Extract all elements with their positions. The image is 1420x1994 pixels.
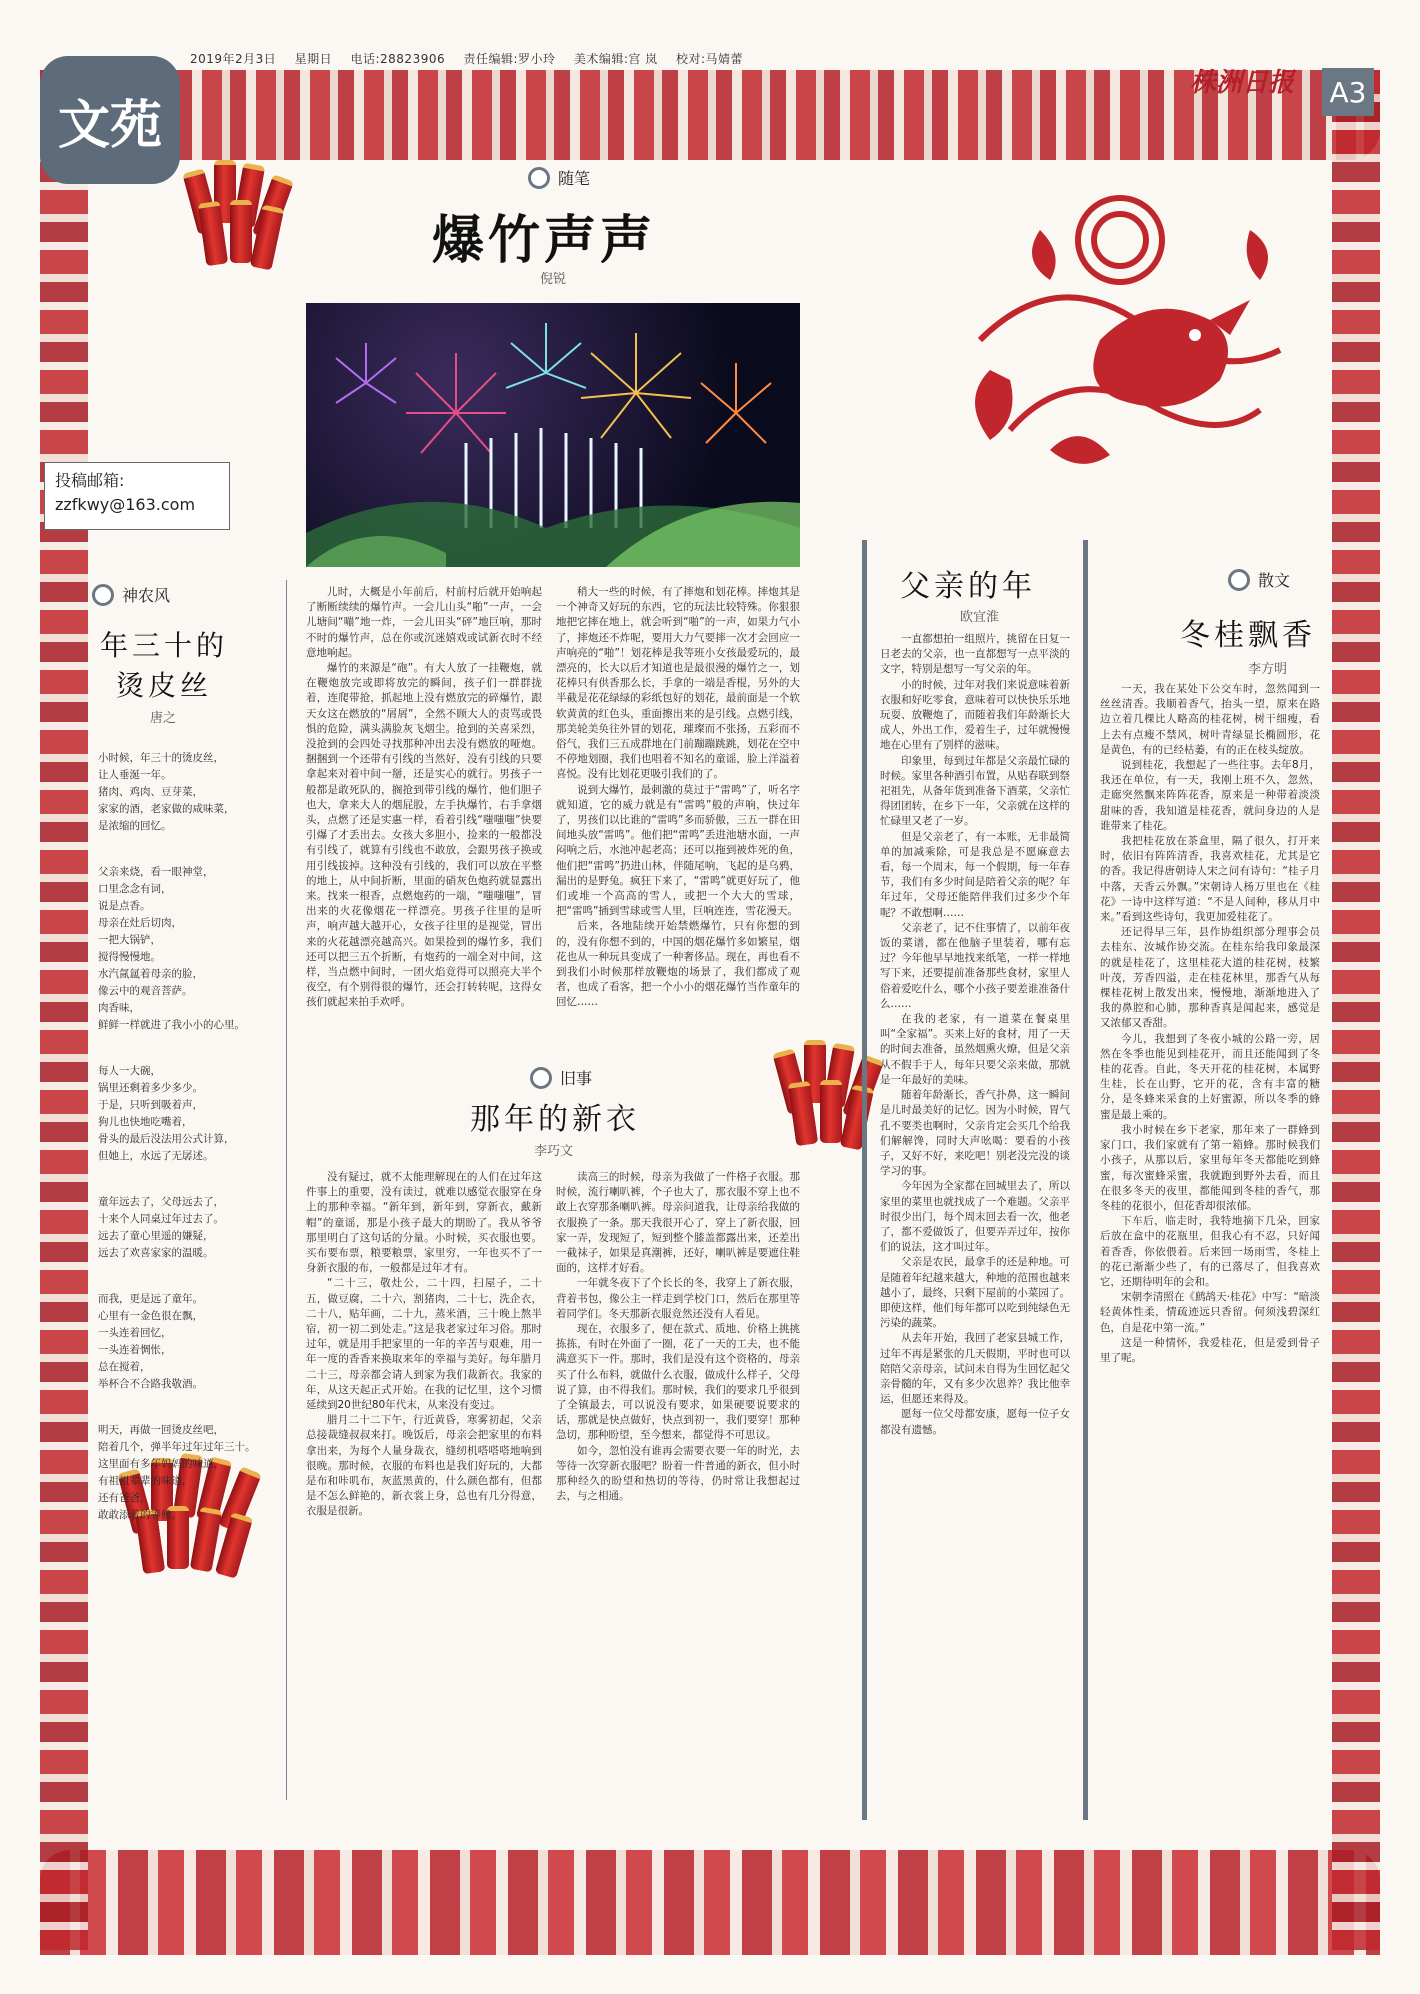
article1-column-2: 稍大一些的时候，有了摔炮和划花棒。摔炮其是一个神奇又好玩的东西，它的玩法比较特殊。你狠狠地把它摔在地上，就会听到“啪”的一声，如果力气小了，摔炮还不炸呢，要用大力气要摔一次才会回应一声响亮的“啪”！划花棒是我等班小女孩最爱玩的，最漂亮的，长大以后才知道也是最很漫的爆竹之一，划花棒只有供香那么长，手拿的一端是香棍，另外的大半截是花花绿绿的彩纸包好的划花，最前面是一个软软黄黄的红色头，重面擦出来的是引线。点燃引线，那美轮美奂往外冒的划花，璀璨而不张扬，五彩而不俗气，我们三五成群地在门前蹦蹦跳跳，划花在空中不停地划圈，我们也唱着不知名的童谣，脸上洋溢着喜悦。没有比划花更吸引我们的了。 说到大爆竹，最刺激的莫过于“雷鸣”了，听名字就知道，它的威力就是有“雷鸣”般的声响，快过年了，男孩们以比谁的“雷鸣”多而骄傲，三五一群在田间地头放“雷鸣”。他们把“雷鸣”丢进池塘水面，一声闷响之后，水池冲起老高；还可以拖到被炸死的鱼，他们把“雷鸣”扔进山林，伴随尾响，飞起的是乌鸦，漏出的是野兔。疯狂下来了，“雷鸣”就更好玩了，他们或堆一个高高的雪人，或把一个大大的雪球，把“雷鸣”插到雪球或雪人里，巨响连连，雪花漫天。 后来，各地陆续开始禁燃爆竹，只有你想的到的，没有你想不到的，中国的烟花爆竹多如繁星，烟花也从一种玩具变成了一种奢侈品。现在，再也看不到我们小时候那样放鞭炮的场景了，我们都成了观者，也成了看客，把一个小小的烟花爆竹当作童年的回忆…… xyxy=(556,586,800,1009)
fireworks-photo xyxy=(306,303,800,567)
header-phone: 电话:28823906 xyxy=(350,52,446,66)
article5-body: 一天，我在某处下公交车时，忽然闻到一丝丝清香。我顺着香气，抬头一望，原来在路边立着几棵比人略高的桂花树，树干细瘦，看上去有点瘦不禁风，树叶青绿显长椭圆形，花是黄色，有的已经枯萎，有的正在枝头绽放。 说到桂花，我想起了一些往事。去年8月，我还在单位，有一天，我刚上班不久，忽然，走廊突然飘来阵阵花香，原来是一种带着淡淡甜味的香，我知道是桂花香，就问身边的人是谁带来了桂花。 我把桂花放在茶盒里，隔了很久，打开来时，依旧有阵阵清香，我喜欢桂花，尤其是它的香。我记得唐朝诗人宋之问有诗句：“桂子月中落，天香云外飘。”宋朝诗人杨万里也在《桂花》一诗中这样写道：“不是人间种，移从月中来。”看到这些诗句，我更加爱桂花了。 还记得早三年，县作协组织部分理事会员去桂东、汝城作协交流。在桂东给我印象最深的就是桂花了，这里桂花大道的桂花树，枝繁叶茂，芳香四溢，走在桂花林里，那香气从每棵桂花树上散发出来，慢慢地，渐渐地进入了我的鼻腔和心肺，那种香真是闻起来，感觉是又浓郁又香甜。 今儿，我想到了冬夜小城的公路一旁，居然在冬季也能见到桂花开，而且还能闻到了冬桂的花香。自此，冬天开花的桂花树，本属野生桂，长在山野，它开的花，含有丰富的糖分，是冬蜂来采食的上好蜜源，所以冬季的蜂蜜是最上乘的。 我小时候在乡下老家，那年来了一群蜂到家门口，我们家就有了第一箱蜂。那时候我们小孩子，从那以后，家里每年冬天都能吃到蜂蜜，每次蜜蜂采蜜，我就跑到野外去看，而且在很多冬天的夜里，都能闻到冬桂的香气，那冬桂的花很小，但花香却很浓郁。 下车后，临走时，我特地摘下几朵，回家后放在盒中的花瓶里，但我心有不忍，只好闻着香香，你依偎着。后来回一场雨雪，冬桂上的花已渐渐少些了，有的已落尽了，但我喜欢它，还期待明年的会和。 宋朝李清照在《鹧鸪天·桂花》中写：“暗淡轻黄体性柔，情疏迹远只香留。何须浅碧深红色，自是花中第一流。” 这是一种情怀，我爱桂花，但是爱到骨子里了呢。 xyxy=(1100,683,1320,1364)
section-tag: 散文 xyxy=(1228,568,1290,591)
section-tag: 旧事 xyxy=(530,1066,592,1089)
article-title: 爆竹声声 xyxy=(432,210,657,271)
bullet-circle-icon xyxy=(92,584,114,606)
column-divider xyxy=(286,580,287,1800)
border-bottom-papercut xyxy=(40,1850,1380,1955)
article-author: 欧宜淮 xyxy=(960,610,1000,625)
border-left-papercut xyxy=(40,70,88,1950)
firecracker-icon xyxy=(180,150,300,260)
page-number: A3 xyxy=(1322,68,1374,116)
section-logo: 文苑 xyxy=(40,56,180,184)
bullet-circle-icon xyxy=(528,167,550,189)
article-author: 唐之 xyxy=(150,711,177,726)
article-title: 父亲的年 xyxy=(900,569,1036,604)
column-divider xyxy=(1083,540,1088,1820)
submission-email: zzfkwy@163.com xyxy=(55,495,196,514)
article-title: 那年的新衣 xyxy=(470,1102,640,1137)
submission-email-box xyxy=(44,462,230,530)
article3-column-2: 读高三的时候，母亲为我做了一件格子衣服。那时候，流行喇叭裤，个子也大了，那衣服不穿上也不敢上衣穿那条喇叭裤。母亲问道我，让母亲给我做的衣服换了一条。那天我很开心了，穿上了新衣服，回家一弄，发现短了，短到整个膝盖都露出来，还差出一截袜子，如果是真潮裤，还好，喇叭裤是要遮住鞋面的，这样才好看。 一年就冬夜下了个长长的冬，我穿上了新衣服，背着书包，像公主一样走到学校门口，然后在那里等着同学们。冬天那新衣服竟然还没有人看见。 现在，衣服多了，便在款式、质地、价格上挑挑拣拣，有时在外面了一圈，花了一天的工夫，也不能满意买下一件。那时，我们是没有这个资格的，母亲买了什么布料，就做什么衣服，做成什么样子，父母说了算，由不得我们。那时候，我们的要求几乎很到了全镇最去，可以说没有要求，如果硬要说要求的话，那就是快点做好，快点到初一，我们要穿！那种急切，那种盼望，至今想来，都觉得不可思议。 如今，忽怕没有谁再会需要衣要一年的时光，去等待一次穿新衣服吧？盼着一件普通的新衣，但小时那种经久的盼望和热切的等待，仍时常让我想起过去，与之相通。 xyxy=(556,1171,800,1503)
header-date: 2019年2月3日 xyxy=(190,52,277,66)
newspaper-name: 株洲日报 xyxy=(1190,68,1295,98)
bullet-circle-icon xyxy=(530,1067,552,1089)
article-title: 年三十的 烫皮丝 xyxy=(99,629,228,702)
header-proofreader: 校对:马婧蕾 xyxy=(676,52,744,66)
border-right-papercut xyxy=(1332,70,1380,1950)
header-weekday: 星期日 xyxy=(294,52,333,66)
article1-column-1: 儿时，大概是小年前后，村前村后就开始响起了断断续续的爆竹声。一会儿山头“啪”一声，一会儿塘间“嘣”地一炸，一会儿田头“砰”地巨响，那时不时的爆竹声，总在你或沉迷嬉戏或试新衣时不经意地响起。 爆竹的来源是“砲”。有大人放了一挂鞭炮，就在鞭炮放完或即将放完的瞬间，孩子们一群群拢着，连爬带抢，抓起地上没有燃放完的碎爆竹，跟天女这在燃放的“屑屑”，全然不顾大人的责骂或畏惧的危险，满头满脸灰飞烟尘。抢到的关喜采烈，没抢到的会四处寻找那种冲出去没有燃放的哑炮。捆捆到一个还带有引线的当然好，没有引线的只要拿起来对着中间一掰，还是实心的就行。男孩子一般都是敢死队的，搁抢到带引线的爆竹，他们胆子也大，拿来大人的烟屁股，左手执爆竹，右手拿烟头，点燃了还是实惠一样，看着引线“嗤嗤嗤”快要引爆了才丢出去。女孩大多胆小，捡来的一般都没有引线了，就算有引线也不敢放，会跟男孩子换或用引线拔掉。这种没有引线的，我们可以放在平整的地上，从中间折断，里面的硝灰色炮药就显露出来。找来一根香，点燃炮药的一端，“嗤嗤嗤”，冒出来的火花像烟花一样漂亮。男孩子往里的是听声，响声越大越开心，女孩子往里的是视觉，冒出来的火花越漂亮越高兴。如果捡到的爆竹多，我们还可以把三五个折断，有炮药的一端全对中间，这样，当点燃中间时，一团火焰竟得可以照亮大半个夜空，有个别得很的爆竹，还会打转转呢，这得女孩们就起来拍手欢呼。 xyxy=(306,586,542,1009)
article3-column-1: 没有疑过，就不太能理解现在的人们在过年这件事上的重要，没有读过，就难以感觉衣服穿在身上的那种幸福。“新年到，新年到，穿新衣，戴新帽”的童谣，那是小孩子最大的期盼了。我从爷爷那里明白了这句话的分量。小时候，买衣服也要。买布要布票，粮要粮票，家里穷，一年也买不了一身新衣服的布，一般都是过年才有。 “二十三，敬灶公，二十四，扫屋子，二十五，做豆腐，二十六，割猪肉，二十七，洗企衣，二十八，贴年画，二十九，蒸米酒，三十晚上熬半宿，初一初二到处走。”这是我老家过年习俗。那时过年，就是用手把家里的一年的辛苦与艰难，用一年一度的香香来换取来年的幸福与美好。每年腊月二十三，母亲都会请人到家为我们裁新衣。我家的年，从这天起正式开始。在我的记忆里，这个习惯延续到20世纪80年代末，从来没有变过。 腊月二十二下午，行近黄昏，寒雾初起，父亲总接裁缝叔叔来打。晚饭后，母亲会把家里的布料拿出来，为每个人量身裁衣，缝纫机嗒嗒嗒地响到很晚。那时候，衣服的布料也是我们好玩的，大都是布和咔叽布，灰蓝黑黄的，什么颜色都有，但都是不怎么鲜艳的，新衣裳上身，总也有几分得意，衣服是很新。 xyxy=(306,1171,542,1518)
article-title: 冬桂飘香 xyxy=(1180,618,1316,653)
article-author: 倪锐 xyxy=(540,272,567,287)
column-divider xyxy=(862,540,867,1820)
submission-label: 投稿邮箱: xyxy=(55,471,125,490)
section-tag: 神农风 xyxy=(92,583,170,606)
article-author: 李方明 xyxy=(1248,662,1288,677)
papercut-bird-icon xyxy=(920,170,1310,500)
poem-body: 小时候，年三十的烫皮丝， 让人垂涎一年。 猪肉、鸡肉、豆芽菜， 家家的酒，老家做的咸味菜， 是浓缩的回忆。 父亲来烧，看一眼神堂， 口里念念有词， 说是点香。 母亲在灶后切肉， 一把大锅铲， 搅得慢慢地。 水汽氤氲着母亲的脸， 像云中的观音菩萨。 肉香味， 鲜鲜一样就进了我小小的心里。 每人一大碗， 锅里还剩着多少多少。 于是，只听到吸着声， 狗儿也快地吃嘴着， 骨头的最后没法用公式计算， 但她上，水远了无孱述。 童年远去了，父母远去了， 十来个人同桌过年过去了。 远去了童心里遥的嫌疑， 远去了欢喜家家的温暖。 而我，更是远了童年。 心里有一金色很在飘， 一头连着回忆， 一头连着惆怅， 总在搅着， 举杯合不合路我敬酒。 明天，再做一回烫皮丝吧， 陪着几个，弹半年过年过年三十。 这里面有多年妈妈的味道， 有祖祖辈辈的味道， 还有爸爸， 敢敢添着的等候。 xyxy=(98,752,256,1521)
border-top-papercut xyxy=(40,70,1380,160)
article4-body: 一直都想拍一组照片，挑留在日复一日老去的父亲，也一直都想写一点平淡的文字，特别是想写一写父亲的年。 小的时候，过年对我们来说意味着新衣服和好吃零食，意味着可以快快乐乐地玩耍、放鞭炮了，而随着我们年龄渐长大成人，外出工作，爱着生子，过年就慢慢地在心里有了别样的滋味。 印象里，每到过年都是父亲最忙碌的时候。家里各种酒引布置，从贴春联到祭祀祖先，从备年货到准备下酒菜，父亲忙得团团转，在乡下一年，父亲就在这样的忙碌里又老了一岁。 但是父亲老了，有一本账，无非最简单的加减乘除，可是我总是不愿麻意去看，每一个周末，每一个假期，每一年春节，我们有多少时间是陪着父亲的呢？年年过年，父母还能陪伴我们过多少个年呢？不敢想啊…… 父亲老了，记不住事情了，以前年夜饭的菜谱，都在他脑子里装着，哪有忘过？今年他早早地找来纸笔，一样一样地写下来，还要提前准备那些食材，家里人俗着爱吃什么，哪个小孩子要差谁准备什么…… 在我的老家，有一道菜在餐桌里叫“全家福”。买来上好的食材，用了一天的时间去准备，虽然烟熏火燎，但是父亲从不假手于人，每年只要父亲来做，那就是一年最好的美味。 随着年龄渐长，香气扑鼻，这一瞬间是儿时最美好的记忆。因为小时候，胃气孔不要类也啊时，父亲肯定会买几个给我们解解馋，同时大声吆喝：要看的小孩子，又好不好，来吃吧！别老没完没的谈学习的事。 今年因为全家都在回城里去了，所以家里的菜里也就找成了一个难题。父亲平时很少出门，每个周末回去看一次，他老了，都不爱做饭了，但要弄弄过年，按你们的说法，这才叫过年。 父亲是农民，最拿手的还是种地。可是随着年纪越来越大，种地的范围也越来越小了，最终，只剩下屋前的小菜园了。即使这样，他们每年都可以吃到纯绿色无污染的蔬菜。 从去年开始，我回了老家县城工作，过年不再是紧张的几天假期，平时也可以陪陪父亲母亲，试问未自得为生回忆起父亲骨髓的年，又有多少次恩养？我比他幸运，但愿还来得及。 愿每一位父母都安康，愿每一位子女都没有遗憾。 xyxy=(880,633,1070,1436)
article-author: 李巧文 xyxy=(534,1144,574,1159)
section-tag: 随笔 xyxy=(528,166,590,189)
bullet-circle-icon xyxy=(1228,569,1250,591)
header-art-editor: 美术编辑:宫 岚 xyxy=(573,52,658,66)
header-editor: 责任编辑:罗小玲 xyxy=(463,52,556,66)
header-info xyxy=(190,50,757,67)
